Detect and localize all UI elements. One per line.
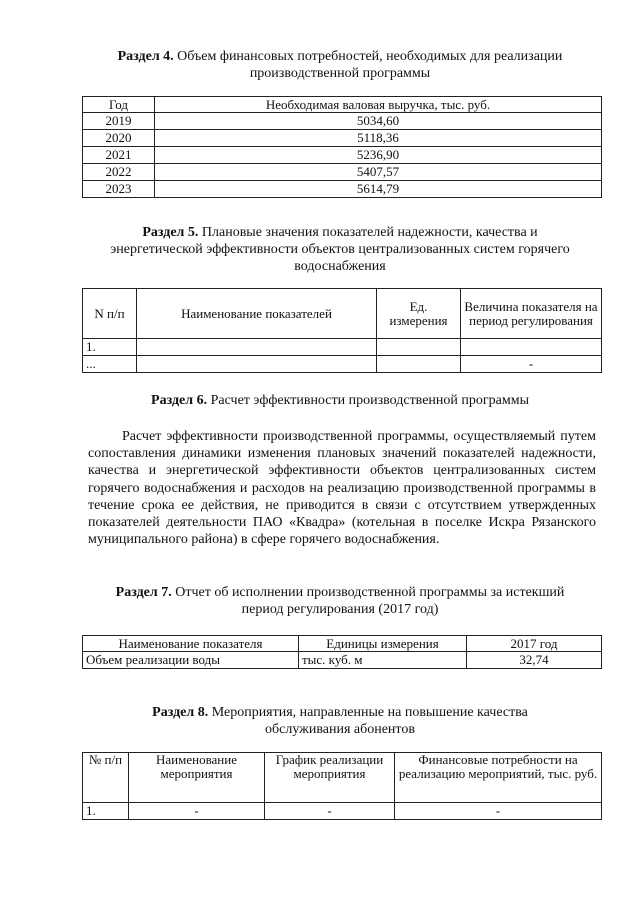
table-header-row [83, 753, 602, 803]
col-header-unit: Единицы измерения [299, 636, 467, 652]
section-5-number: Раздел 5. [142, 225, 199, 240]
section-8-title: Мероприятия, направленные на повышение качества [208, 705, 528, 720]
col-header-name: Наименование показателей [137, 289, 377, 339]
section-7-title: Отчет об исполнении производственной программы за истекший [171, 585, 565, 600]
section-8-table [82, 752, 602, 820]
section-6-title: Расчет эффективности производственной программы [207, 393, 529, 408]
section-4-table [82, 96, 602, 198]
section-4-title: Объем финансовых потребностей, необходимых для реализации [173, 49, 563, 64]
revenue-cell: 5118,36 [155, 130, 602, 147]
col-header-year: 2017 год [467, 636, 602, 652]
section-5-title-line2: энергетической эффективности объектов централизованных систем горячего [110, 242, 570, 257]
number-cell: 1. [83, 803, 129, 820]
table-row [83, 181, 602, 198]
col-header-name: Наименование мероприятия [129, 753, 265, 803]
table-row [83, 147, 602, 164]
col-header-year: Год [83, 97, 155, 113]
col-header-value: Величина показателя на период регулирования [461, 289, 602, 339]
col-header-indicator: Наименование показателя [83, 636, 299, 652]
name-cell: - [129, 803, 265, 820]
indicator-cell: Объем реализации воды [83, 652, 299, 669]
value-cell [461, 339, 602, 356]
table-row [83, 113, 602, 130]
name-cell [137, 356, 377, 373]
section-5-heading [80, 224, 600, 275]
year-cell: 2021 [83, 147, 155, 164]
section-5-title-line3: водоснабжения [294, 259, 386, 274]
year-cell: 2019 [83, 113, 155, 130]
revenue-cell: 5236,90 [155, 147, 602, 164]
unit-cell [377, 339, 461, 356]
table-header-row [83, 97, 602, 113]
col-header-number: № п/п [83, 753, 129, 803]
section-6-paragraph: Расчет эффективности производственной программы, осуществляемый путем сопоставления динамики изменения плановых значений показателей надежности, качества и энергетической эффективности объектов централизованных систем горячего водоснабжения и расходов на реализацию производственной программы в течение срока ее действия, не приводится в связи с отсутствием утвержденных показателей деятельности ПАО «Квадра» (котельная в поселке Искра Рязанского муниципального района) в сфере горячего водоснабжения. [88, 429, 596, 548]
section-6-paragraph-block [88, 428, 596, 548]
section-5-table [82, 288, 602, 373]
table-row [83, 356, 602, 373]
finance-cell: - [395, 803, 602, 820]
col-header-finance: Финансовые потребности на реализацию мероприятий, тыс. руб. [395, 753, 602, 803]
revenue-cell: 5407,57 [155, 164, 602, 181]
unit-cell: тыс. куб. м [299, 652, 467, 669]
table-row [83, 339, 602, 356]
table-header-row [83, 289, 602, 339]
table-row [83, 803, 602, 820]
section-7-title-line2: период регулирования (2017 год) [241, 602, 439, 617]
unit-cell [377, 356, 461, 373]
year-cell: 2020 [83, 130, 155, 147]
number-cell: ... [83, 356, 137, 373]
table-row [83, 164, 602, 181]
section-7-table [82, 635, 602, 669]
revenue-cell: 5034,60 [155, 113, 602, 130]
table-header-row [83, 636, 602, 652]
section-4-number: Раздел 4. [117, 49, 174, 64]
col-header-number: N п/п [83, 289, 137, 339]
section-8-heading [80, 704, 600, 738]
name-cell [137, 339, 377, 356]
section-8-title-line2: обслуживания абонентов [265, 722, 415, 737]
section-7-heading [80, 584, 600, 618]
section-8-number: Раздел 8. [152, 705, 209, 720]
section-4-heading [80, 48, 600, 82]
section-4-title-line2: производственной программы [249, 66, 431, 81]
section-6-number: Раздел 6. [151, 393, 208, 408]
year-cell: 2022 [83, 164, 155, 181]
section-5-title: Плановые значения показателей надежности, качества и [198, 225, 538, 240]
value-cell: - [461, 356, 602, 373]
col-header-schedule: График реализации мероприятия [265, 753, 395, 803]
section-6-heading [80, 392, 600, 409]
table-row [83, 130, 602, 147]
table-row [83, 652, 602, 669]
col-header-revenue: Необходимая валовая выручка, тыс. руб. [155, 97, 602, 113]
number-cell: 1. [83, 339, 137, 356]
year-cell: 2023 [83, 181, 155, 198]
revenue-cell: 5614,79 [155, 181, 602, 198]
value-cell: 32,74 [467, 652, 602, 669]
schedule-cell: - [265, 803, 395, 820]
col-header-unit: Ед. измерения [377, 289, 461, 339]
section-7-number: Раздел 7. [115, 585, 172, 600]
